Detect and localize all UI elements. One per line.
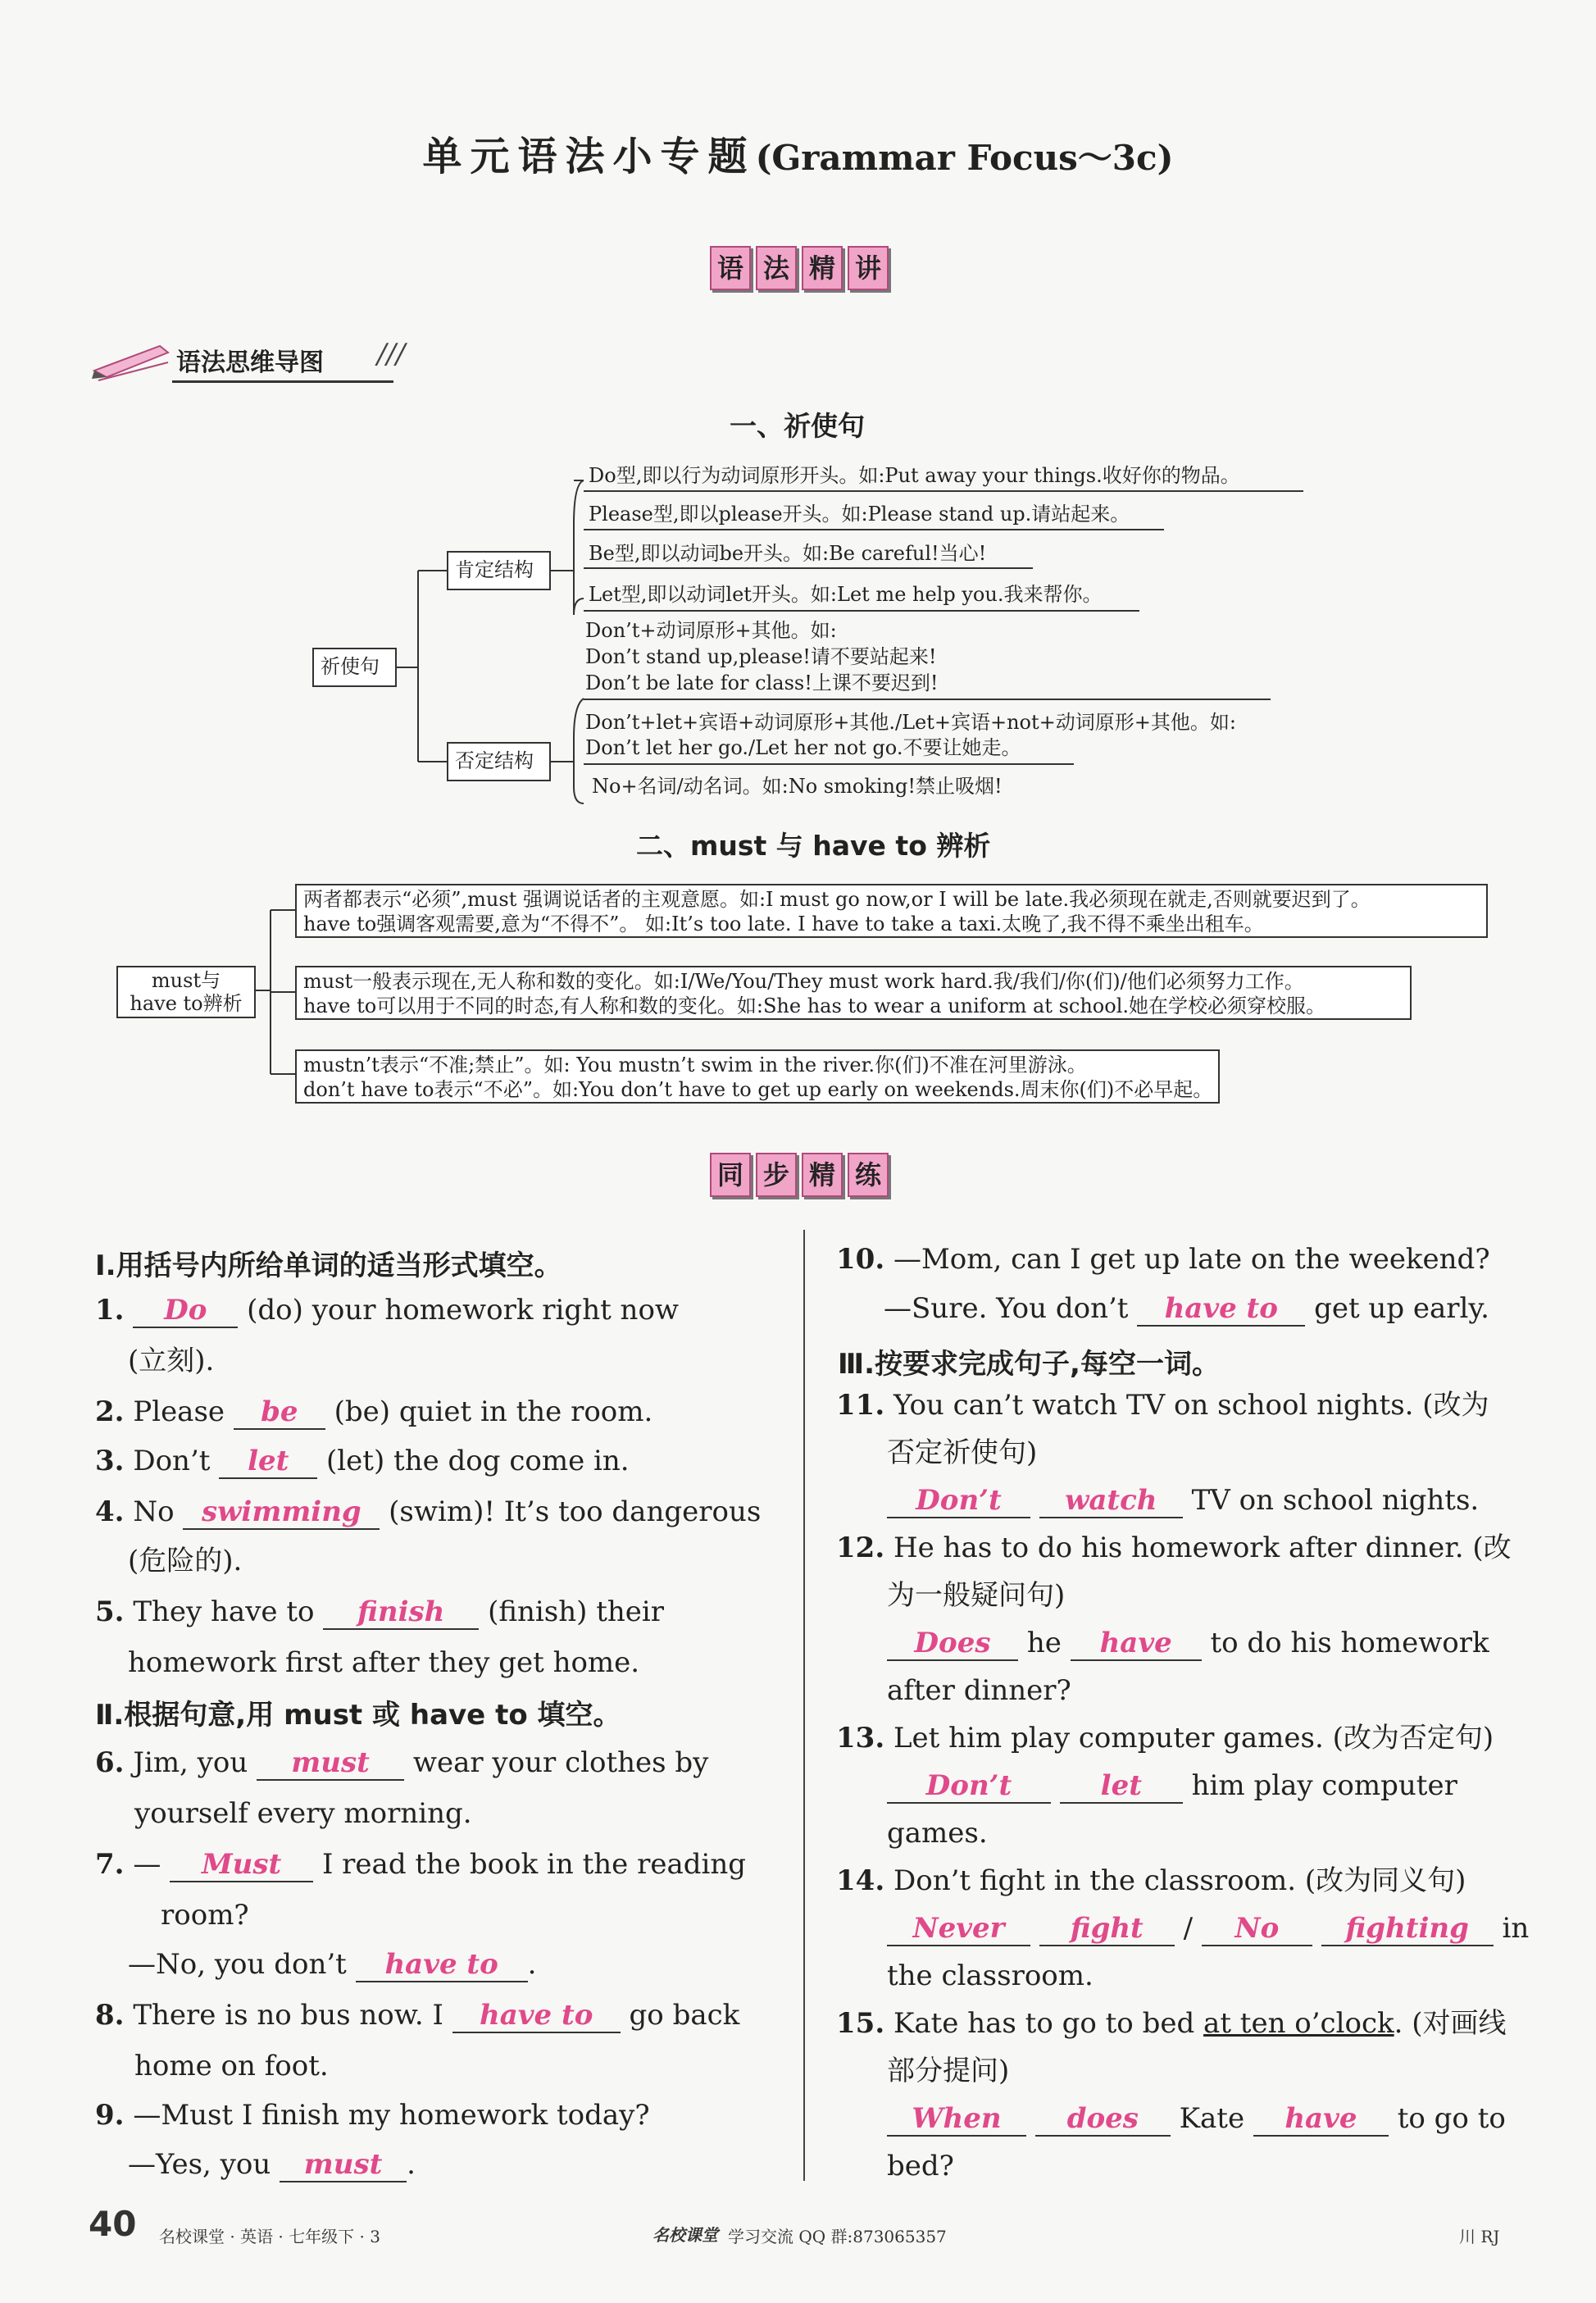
section2-title: 二、must 与 have to 辨析 — [636, 830, 991, 862]
title-english: (Grammar Focus～3c) — [755, 138, 1174, 178]
question-10 — [836, 1235, 1490, 1284]
answer-blank[interactable]: Must — [170, 1848, 313, 1882]
question-text: Don’t — [133, 1445, 211, 1477]
question-text: him play computer — [1191, 1769, 1457, 1802]
question-text: (swim)! It’s too dangerous — [389, 1495, 762, 1528]
question-text: yourself every morning. — [134, 1797, 472, 1830]
question-text: Let him play computer games. (改为否定句) — [893, 1722, 1494, 1755]
question-12 — [836, 1523, 1512, 1573]
question-text: (let) the dog come in. — [326, 1445, 630, 1477]
must-have-to-root-node — [116, 966, 256, 1018]
question-text: He has to do his homework after dinner. (改 — [893, 1532, 1512, 1564]
question-11 — [836, 1381, 1489, 1430]
answer-blank[interactable]: have to — [356, 1948, 528, 1982]
footer-edition: 川 RJ — [1459, 2227, 1500, 2246]
badge-char: 讲 — [848, 246, 889, 290]
answer-blank[interactable]: let — [219, 1445, 317, 1479]
mindmap-label: 语法思维导图 — [176, 348, 324, 377]
badge-char: 精 — [802, 246, 843, 290]
question-number: 10. — [836, 1243, 885, 1276]
question-9 — [95, 2091, 650, 2140]
answer-blank[interactable]: must — [257, 1746, 404, 1781]
question-text: TV on school nights. — [1191, 1484, 1480, 1517]
mindmap-slashes: /// — [377, 338, 406, 371]
question-number: 7. — [95, 1848, 125, 1881]
question-text: . (对画线 — [1394, 2007, 1507, 2040]
question-text: —Must I finish my homework today? — [133, 2099, 650, 2132]
question-4 — [95, 1487, 761, 1536]
question-number: 1. — [95, 1294, 125, 1327]
answer-blank[interactable]: does — [1035, 2102, 1171, 2137]
question-text: You can’t watch TV on school nights. (改为 — [893, 1389, 1489, 1422]
question-text: go back — [629, 1999, 740, 2032]
question-number: 13. — [836, 1722, 885, 1755]
compare-line: have to强调客观需要,意为“不得不”。 如:It’s too late. I have to take a taxi.太晚了,我不得不乘坐出租车。 — [303, 913, 1264, 935]
question-text: Please — [133, 1395, 225, 1428]
question-number: 3. — [95, 1445, 125, 1477]
question-text: —Sure. You don’t — [884, 1292, 1129, 1325]
question-2 — [95, 1387, 652, 1436]
separator: / — [1183, 1912, 1194, 1945]
question-text: —No, you don’t — [128, 1948, 347, 1981]
answer-blank[interactable]: let — [1060, 1769, 1183, 1804]
compare-line: 两者都表示“必须”,must 强调说话者的主观意愿。如:I must go now,or I will be late.我必须现在就走,否则就要迟到了。 — [303, 888, 1371, 911]
answer-blank[interactable]: have — [1071, 1627, 1202, 1661]
answer-blank[interactable]: When — [887, 2102, 1026, 2137]
neg-item: Don’t let her go./Let her not go.不要让她走。 — [585, 736, 1021, 759]
question-number: 2. — [95, 1395, 125, 1428]
badge-char: 步 — [756, 1153, 797, 1197]
question-15 — [836, 1999, 1506, 2048]
question-text: —Yes, you — [128, 2148, 271, 2181]
question-9-reply — [128, 2140, 416, 2189]
question-3 — [95, 1436, 630, 1486]
part1-header: Ⅰ.用括号内所给单词的适当形式填空。 — [95, 1249, 562, 1282]
answer-blank[interactable]: must — [280, 2148, 407, 2182]
question-text: (finish) their — [488, 1595, 665, 1628]
title-chinese: 单元语法小专题 — [422, 134, 756, 180]
question-text: bed? — [887, 2150, 954, 2182]
question-number: 12. — [836, 1532, 885, 1564]
badge-char: 精 — [802, 1153, 843, 1197]
question-text: . — [407, 2148, 416, 2181]
aff-item: Do型,即以行为动词原形开头。如:Put away your things.收好你的物品。 — [589, 464, 1240, 487]
footer-qq: 学习交流 QQ 群:873065357 — [728, 2227, 947, 2246]
answer-blank[interactable]: Don’t — [887, 1769, 1051, 1804]
question-text: They have to — [133, 1595, 315, 1628]
question-text: Don’t fight in the classroom. (改为同义句) — [893, 1864, 1466, 1897]
question-text: the classroom. — [887, 1959, 1094, 1992]
root-line: have to辨析 — [130, 992, 243, 1015]
answer-blank[interactable]: watch — [1039, 1484, 1183, 1518]
negative-node: 否定结构 — [447, 742, 551, 781]
answer-blank[interactable]: Do — [133, 1294, 238, 1328]
question-number: 5. — [95, 1595, 125, 1628]
question-text: he — [1026, 1627, 1062, 1659]
answer-blank[interactable]: Don’t — [887, 1484, 1030, 1518]
question-7-reply — [128, 1940, 536, 1989]
question-text: . — [527, 1948, 537, 1981]
answer-blank[interactable]: have — [1253, 2102, 1389, 2137]
question-6 — [95, 1738, 708, 1787]
question-number: 15. — [836, 2007, 885, 2040]
question-14-answer — [887, 1904, 1529, 1953]
question-14 — [836, 1856, 1466, 1905]
footer-book: 名校课堂 · 英语 · 七年级下 · 3 — [159, 2227, 380, 2246]
question-text: after dinner? — [887, 1674, 1071, 1707]
compare-box-1 — [295, 884, 1488, 938]
answer-blank[interactable]: Does — [887, 1627, 1018, 1661]
compare-line: mustn’t表示“不准;禁止”。如: You mustn’t swim in the river.你(们)不准在河里游泳。 — [303, 1054, 1087, 1076]
question-text: to do his homework — [1210, 1627, 1489, 1659]
neg-item: Don’t be late for class!上课不要迟到! — [585, 671, 939, 694]
badge-char: 法 — [756, 246, 797, 290]
question-10-reply — [884, 1284, 1489, 1333]
neg-item: Don’t+动词原形+其他。如: — [585, 619, 837, 642]
question-13 — [836, 1714, 1494, 1763]
question-text: 为一般疑问句) — [887, 1579, 1066, 1612]
question-text: Kate — [1179, 2102, 1245, 2135]
part2-header: Ⅱ.根据句意,用 must 或 have to 填空。 — [95, 1699, 621, 1732]
question-text: 部分提问) — [887, 2055, 1010, 2087]
question-text: 否定祈使句) — [887, 1436, 1038, 1469]
question-11-answer — [887, 1476, 1479, 1525]
question-text: homework first after they get home. — [128, 1646, 640, 1679]
question-text: (do) your homework right now — [247, 1294, 680, 1327]
neg-item: No+名词/动名词。如:No smoking!禁止吸烟! — [592, 775, 1003, 798]
question-5 — [95, 1587, 664, 1636]
page-number: 40 — [89, 2204, 137, 2244]
question-text: home on foot. — [134, 2050, 329, 2082]
answer-blank[interactable]: Never — [887, 1912, 1030, 1946]
root-line: must与 — [151, 969, 221, 992]
question-text: (立刻). — [128, 1345, 215, 1377]
question-text: Jim, you — [133, 1746, 248, 1779]
section1-title: 一、祈使句 — [730, 410, 865, 442]
question-text: games. — [887, 1817, 988, 1850]
footer-brand-logo: 名校课堂 — [652, 2225, 718, 2245]
question-text: get up early. — [1314, 1292, 1489, 1325]
answer-blank[interactable]: fight — [1039, 1912, 1175, 1946]
question-text: Kate has to go to bed — [893, 2007, 1204, 2040]
question-text: wear your clothes by — [412, 1746, 709, 1779]
question-12-answer — [887, 1618, 1489, 1668]
question-1 — [95, 1286, 679, 1335]
question-number: 14. — [836, 1864, 885, 1897]
question-text: in — [1502, 1912, 1530, 1945]
question-number: 4. — [95, 1495, 125, 1528]
answer-blank[interactable]: swimming — [183, 1495, 380, 1530]
question-text: (be) quiet in the room. — [334, 1395, 653, 1428]
question-text: room? — [161, 1899, 249, 1932]
part3-header: Ⅲ.按要求完成句子,每空一词。 — [838, 1348, 1220, 1381]
answer-blank[interactable]: No — [1202, 1912, 1312, 1946]
neg-item: Don’t+let+宾语+动词原形+其他./Let+宾语+not+动词原形+其他。如: — [585, 711, 1236, 734]
imperative-root-node: 祈使句 — [312, 648, 397, 687]
question-number: 11. — [836, 1389, 885, 1422]
question-number: 6. — [95, 1746, 125, 1779]
neg-item: Don’t stand up,please!请不要站起来! — [585, 645, 937, 668]
question-text: — — [133, 1848, 161, 1881]
answer-blank[interactable]: fighting — [1321, 1912, 1494, 1946]
question-13-answer — [887, 1761, 1457, 1810]
question-8 — [95, 1991, 739, 2040]
question-15-answer — [887, 2094, 1506, 2143]
practice-badge — [710, 1153, 889, 1197]
aff-item: Be型,即以动词be开头。如:Be careful!当心! — [589, 542, 987, 565]
question-text: No — [133, 1495, 175, 1528]
badge-char: 同 — [710, 1153, 751, 1197]
question-text: to go to — [1397, 2102, 1506, 2135]
badge-char: 语 — [710, 246, 751, 290]
answer-blank[interactable]: have to — [452, 1999, 621, 2033]
compare-line: must一般表示现在,无人称和数的变化。如:I/We/You/They must work hard.我/我们/你(们)/他们必须努力工作。 — [303, 970, 1304, 993]
question-7 — [95, 1840, 746, 1889]
answer-blank[interactable]: finish — [323, 1595, 479, 1630]
aff-item: Let型,即以动词let开头。如:Let me help you.我来帮你。 — [589, 583, 1103, 606]
badge-char: 练 — [848, 1153, 889, 1197]
compare-box-3 — [295, 1049, 1220, 1104]
compare-line: don’t have to表示“不必”。如:You don’t have to get up early on weekends.周末你(们)不必早起。 — [303, 1078, 1213, 1101]
question-text: There is no bus now. I — [133, 1999, 443, 2032]
answer-blank[interactable]: be — [234, 1395, 325, 1430]
underlined-phrase: at ten o’clock — [1203, 2007, 1394, 2040]
question-number: 8. — [95, 1999, 125, 2032]
compare-box-2 — [295, 966, 1412, 1020]
aff-item: Please型,即以please开头。如:Please stand up.请站起来。 — [589, 503, 1130, 526]
answer-blank[interactable]: have to — [1137, 1292, 1305, 1327]
column-divider — [803, 1230, 805, 2181]
compare-line: have to可以用于不同的时态,有人称和数的变化。如:She has to wear a uniform at school.她在学校必须穿校服。 — [303, 994, 1326, 1017]
question-number: 9. — [95, 2099, 125, 2132]
question-text: —Mom, can I get up late on the weekend? — [893, 1243, 1490, 1276]
affirmative-node: 肯定结构 — [447, 551, 551, 590]
question-text: (危险的). — [128, 1545, 243, 1577]
question-text: I read the book in the reading — [321, 1848, 747, 1881]
